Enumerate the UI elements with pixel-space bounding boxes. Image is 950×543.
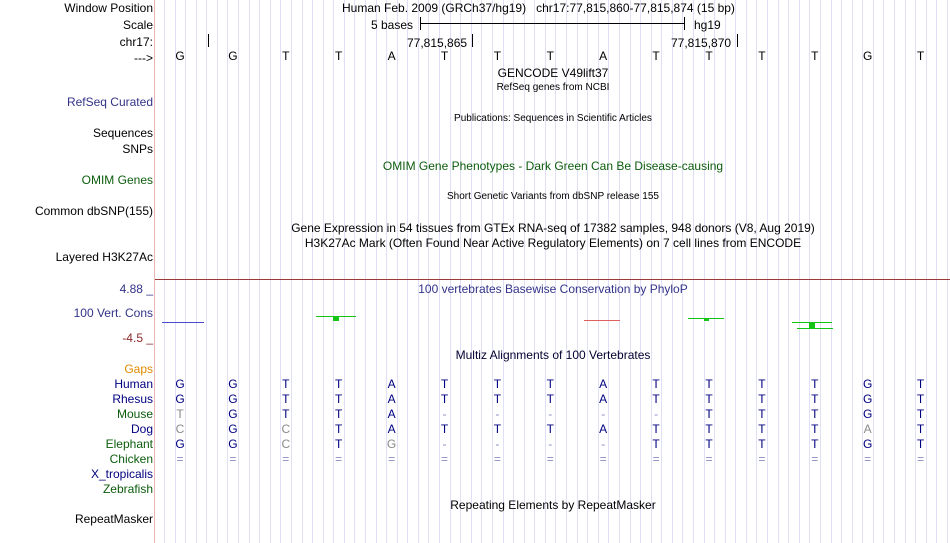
reference-base: T [758, 49, 766, 63]
repeatmasker-track-title[interactable]: Repeating Elements by RepeatMasker [450, 498, 656, 512]
alignment-base: - [442, 437, 447, 451]
alignment-base: G [863, 377, 873, 391]
alignment-base: T [176, 407, 184, 421]
alignment-base: T [282, 392, 290, 406]
species-label-chicken[interactable]: Chicken [109, 452, 153, 466]
reference-base: G [175, 49, 185, 63]
alignment-base: = [440, 452, 448, 466]
species-label-rhesus[interactable]: Rhesus [112, 392, 153, 406]
alignment-base: - [601, 437, 606, 451]
alignment-base: C [175, 422, 185, 436]
alignment-base: T [758, 437, 766, 451]
alignment-base: G [228, 392, 238, 406]
reference-base: T [546, 49, 554, 63]
reference-base: A [599, 49, 608, 63]
phylop-max-label: 4.88 _ [119, 282, 153, 296]
alignment-base: T [916, 377, 925, 391]
species-label-zebrafish[interactable]: Zebrafish [102, 482, 153, 496]
alignment-base: A [387, 407, 396, 421]
alignment-base: G [175, 377, 185, 391]
dbsnp-track-title[interactable]: Short Genetic Variants from dbSNP release 155 [447, 191, 659, 202]
alignment-base: T [758, 422, 766, 436]
scale-assembly: hg19 [694, 18, 721, 32]
alignment-base: = [811, 452, 819, 466]
reference-base: T [705, 49, 713, 63]
alignment-base: T [705, 437, 713, 451]
alignment-base: T [440, 392, 449, 406]
alignment-base: A [599, 422, 608, 436]
phylop-min-label: -4.5 _ [122, 331, 153, 345]
alignment-base: G [863, 392, 873, 406]
gaps-label: Gaps [124, 362, 153, 376]
alignment-base: A [599, 377, 608, 391]
reference-base: T [440, 49, 449, 63]
scale-label: Scale [122, 18, 153, 32]
gtex-track-title[interactable]: Gene Expression in 54 tissues from GTEx RNA-seq of 17382 samples, 948 donors (V8, Aug 2019) [291, 221, 815, 235]
publications-track-title[interactable]: Publications: Sequences in Scientific Articles [454, 113, 652, 124]
alignment-base: G [228, 377, 238, 391]
phylop-bar [584, 320, 620, 321]
alignment-base: T [335, 392, 343, 406]
alignment-base: T [493, 422, 502, 436]
alignment-base: T [282, 377, 290, 391]
coord-tick [472, 34, 473, 47]
gencode-track-title[interactable]: GENCODE V49lift37 [497, 66, 609, 80]
alignment-base: G [175, 392, 185, 406]
alignment-base: T [705, 422, 713, 436]
alignment-base: = [335, 452, 343, 466]
alignment-base: T [811, 422, 819, 436]
alignment-base: - [654, 407, 659, 421]
alignment-base: T [705, 407, 713, 421]
alignment-base: T [440, 377, 449, 391]
reference-base: T [652, 49, 660, 63]
alignment-base: T [282, 407, 290, 421]
multiz-track-title[interactable]: Multiz Alignments of 100 Vertebrates [455, 348, 651, 362]
alignment-base: T [493, 377, 502, 391]
reference-base: T [335, 49, 343, 63]
alignment-base: T [652, 422, 660, 436]
alignment-base: = [176, 452, 184, 466]
reference-base: G [228, 49, 238, 63]
label-boundary-line [154, 0, 155, 543]
alignment-base: T [652, 377, 660, 391]
phylop-peak [704, 318, 709, 321]
alignment-base: T [335, 377, 343, 391]
track-separator [155, 279, 950, 280]
alignment-base: T [335, 437, 343, 451]
alignment-base: - [548, 407, 553, 421]
reference-base: A [387, 49, 396, 63]
coord-tick [208, 34, 209, 47]
alignment-base: = [229, 452, 237, 466]
alignment-base: T [335, 422, 343, 436]
phylop-track-label[interactable]: 100 Vert. Cons [73, 306, 153, 320]
reference-base: T [282, 49, 290, 63]
alignment-base: - [495, 407, 500, 421]
reference-base: G [863, 49, 873, 63]
alignment-base: = [705, 452, 713, 466]
species-label-elephant[interactable]: Elephant [105, 437, 153, 451]
phylop-peak [333, 316, 339, 321]
refseq-track-subtitle[interactable]: RefSeq genes from NCBI [496, 82, 610, 93]
alignment-base: = [864, 452, 872, 466]
alignment-base: = [493, 452, 501, 466]
alignment-base: T [758, 392, 766, 406]
alignment-base: = [917, 452, 925, 466]
alignment-base: T [916, 392, 925, 406]
alignment-base: A [387, 392, 396, 406]
alignment-base: A [599, 392, 608, 406]
omim-track-label[interactable]: OMIM Genes [81, 173, 153, 187]
window-position-label: Window Position [64, 1, 153, 15]
alignment-base: T [916, 437, 925, 451]
omim-track-title[interactable]: OMIM Gene Phenotypes - Dark Green Can Be Disease-causing [382, 159, 724, 173]
alignment-base: T [811, 407, 819, 421]
sequences-track-label[interactable]: Sequences [92, 126, 153, 140]
species-label-dog[interactable]: Dog [130, 422, 153, 436]
chrom-label: chr17: [119, 35, 153, 49]
alignment-base: = [388, 452, 396, 466]
species-label-x_tropicalis[interactable]: X_tropicalis [90, 467, 153, 481]
scale-bar-right [684, 17, 685, 30]
alignment-base: G [228, 407, 238, 421]
reference-base: T [493, 49, 502, 63]
reference-base: T [811, 49, 819, 63]
alignment-base: G [863, 407, 873, 421]
alignment-base: C [281, 422, 291, 436]
alignment-base: G [228, 422, 238, 436]
h3k27ac-track-label[interactable]: Layered H3K27Ac [55, 250, 153, 264]
phylop-bar [162, 322, 204, 323]
alignment-base: = [282, 452, 290, 466]
alignment-base: - [442, 407, 447, 421]
scale-value: 5 bases [371, 18, 414, 32]
alignment-base: T [758, 407, 766, 421]
alignment-base: = [599, 452, 607, 466]
alignment-base: = [652, 452, 660, 466]
dbsnp-track-label[interactable]: Common dbSNP(155) [34, 204, 153, 218]
alignment-base: = [758, 452, 766, 466]
alignment-base: T [705, 377, 713, 391]
alignment-base: T [916, 422, 925, 436]
alignment-base: - [548, 437, 553, 451]
alignment-base: G [175, 437, 185, 451]
alignment-base: T [758, 377, 766, 391]
alignment-base: T [546, 377, 554, 391]
alignment-base: A [863, 422, 872, 436]
alignment-base: A [387, 422, 396, 436]
coord-tick [737, 34, 738, 47]
alignment-base: T [493, 392, 502, 406]
species-label-human[interactable]: Human [114, 377, 153, 391]
alignment-base: G [386, 437, 397, 451]
scale-bar [420, 23, 685, 24]
alignment-base: T [705, 392, 713, 406]
alignment-base: T [811, 392, 819, 406]
alignment-base: T [811, 377, 819, 391]
coord-label-1: 77,815,865 [407, 36, 468, 50]
alignment-base: C [281, 437, 291, 451]
species-label-mouse[interactable]: Mouse [116, 407, 153, 421]
alignment-base: A [387, 377, 396, 391]
alignment-base: - [601, 407, 606, 421]
h3k27ac-track-title[interactable]: H3K27Ac Mark (Often Found Near Active Regulatory Elements) on 7 cell lines from ENCODE [304, 236, 802, 250]
alignment-base: T [652, 437, 660, 451]
phylop-track-title[interactable]: 100 vertebrates Basewise Conservation by PhyloP [418, 282, 688, 296]
alignment-base: = [546, 452, 554, 466]
coord-label-2: 77,815,870 [671, 36, 732, 50]
alignment-base: T [440, 422, 449, 436]
alignment-base: T [916, 407, 925, 421]
alignment-base: T [335, 407, 343, 421]
strand-label: ---> [134, 51, 153, 65]
refseq-track-label[interactable]: RefSeq Curated [66, 95, 153, 109]
alignment-base: - [495, 437, 500, 451]
alignment-base: T [652, 392, 660, 406]
repeatmasker-track-label[interactable]: RepeatMasker [74, 512, 153, 526]
alignment-base: T [811, 437, 819, 451]
snps-track-label[interactable]: SNPs [122, 142, 153, 156]
alignment-base: T [546, 392, 554, 406]
window-position-text: Human Feb. 2009 (GRCh37/hg19) chr17:77,815,860-77,815,874 (15 bp) [342, 1, 735, 15]
alignment-base: G [863, 437, 873, 451]
reference-base: T [916, 49, 925, 63]
phylop-bar [797, 328, 833, 329]
alignment-base: T [546, 422, 554, 436]
alignment-base: G [228, 437, 238, 451]
